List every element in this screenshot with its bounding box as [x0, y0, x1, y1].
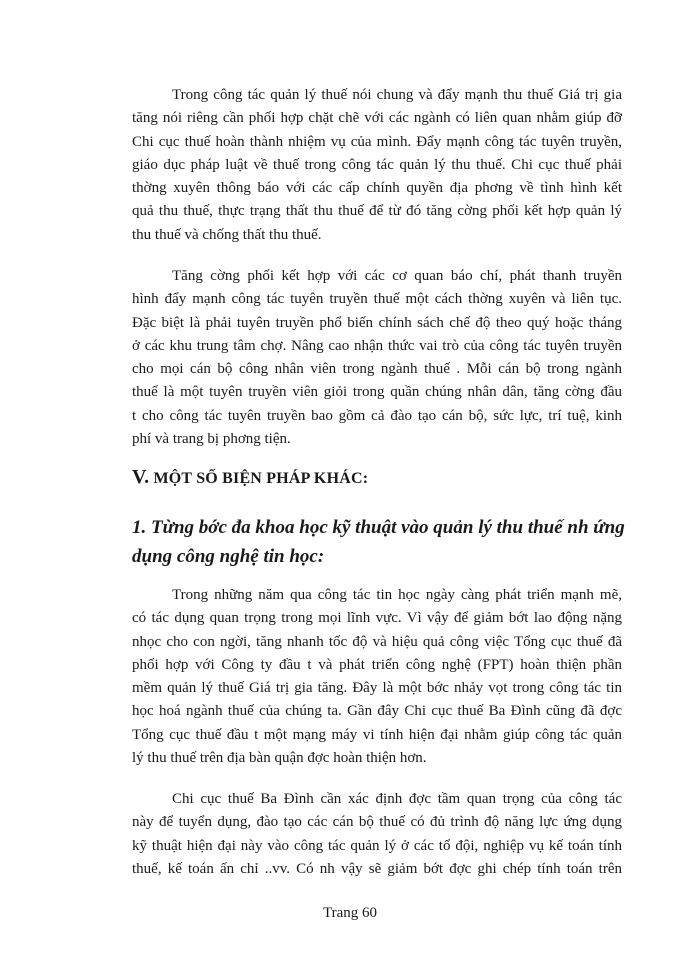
paragraph-line: hình đẩy mạnh công tác tuyên truyền thuế một cách thờng xuyên và liên tục.	[132, 291, 622, 308]
page-number: Trang 60	[322, 905, 378, 921]
paragraph-line: thuế là một tuyên truyền viên giỏi trong quần chúng nhân dân, tăng cờng đầu	[132, 384, 622, 401]
paragraph-line: thuế, kế toán ấn chỉ ..vv. Có nh vậy sẽ giảm bớt đợc ghi chép tính toán trên	[132, 860, 622, 877]
paragraph-it-application	[132, 584, 622, 770]
subsection-heading-line: dụng công nghệ tin học:	[132, 546, 325, 567]
paragraph-line: quả thu thuế, thực trạng thất thu thuế để từ đó tăng cờng phối kết hợp quản lý	[132, 203, 622, 220]
section-numeral: V.	[132, 466, 150, 488]
paragraph-line: Trong những năm qua công tác tin học ngày càng phát triển mạnh mẽ,	[172, 587, 622, 603]
paragraph-line: Tăng cờng phối kết hợp với các cơ quan báo chí, phát thanh truyền	[172, 268, 622, 284]
subsection-heading-line: 1. Từng bớc đa khoa học kỹ thuật vào quản lý thu thuế nh ứng	[132, 517, 625, 538]
paragraph-line: thu thuế và chống thất thu thuế.	[132, 226, 322, 243]
paragraph-line: giáo dục pháp luật về thuế trong công tác quản lý thu thuế. Chi cục thuế phải	[132, 156, 622, 173]
paragraph-line: phí và trang bị phơng tiện.	[132, 431, 291, 448]
paragraph-line: cho mọi cán bộ công nhân viên trong ngành thuế . Mỗi cán bộ trong ngành	[132, 361, 622, 378]
subsection-heading	[132, 513, 625, 571]
paragraph-line: học hoá ngành thuế của chúng ta. Gần đây Chi cục thuế Ba Đình cũng đã đợc	[132, 703, 622, 720]
paragraph-line: phối hợp với Công ty đầu t và phát triển công nghệ (FPT) hoàn thiện phần	[132, 656, 622, 673]
paragraph-cooperation	[132, 84, 622, 247]
paragraph-line: này để tuyển dụng, đào tạo các cán bộ thuế có đủ trình độ năng lực ứng dụng	[132, 814, 622, 831]
paragraph-line: t cho công tác tuyên truyền bao gồm cả đào tạo cán bộ, sức lực, trí tuệ, kinh	[132, 407, 622, 424]
paragraph-ba-dinh	[132, 788, 622, 881]
paragraph-line: Đặc biệt là phải tuyên truyền phổ biến chính sách chế độ theo quý hoặc tháng	[132, 314, 622, 331]
paragraph-line: Trong công tác quản lý thuế nói chung và đẩy mạnh thu thuế Giá trị gia	[172, 87, 622, 103]
paragraph-line: Chi cục thuế Ba Đình cần xác định đợc tầm quan trọng của công tác	[172, 791, 622, 807]
paragraph-line: có tác dụng quan trọng trong mọi lĩnh vực. Vì vậy để giảm bớt lao động nặng	[132, 610, 622, 627]
paragraph-line: tăng nói riêng cần phối hợp chặt chẽ với các ngành có liên quan nhằm giúp đỡ	[132, 110, 622, 127]
section-title: MỘT SỐ BIỆN PHÁP KHÁC:	[153, 470, 369, 487]
paragraph-line: Chi cục thuế hoàn thành nhiệm vụ của mình. Đẩy mạnh công tác tuyên truyền,	[132, 133, 622, 150]
paragraph-media-propaganda	[132, 265, 622, 451]
paragraph-line: thờng xuyên thông báo với các cấp chính quyền địa phơng về tình hình kết	[132, 180, 622, 197]
paragraph-line: lý thu thuế trên địa bàn quận đợc hoàn thiện hơn.	[132, 750, 427, 767]
paragraph-line: nhọc cho con ngời, tăng nhanh tốc độ và hiệu quả công việc Tổng cục thuế đã	[132, 633, 622, 650]
section-heading	[132, 466, 368, 489]
paragraph-line: ở các khu trung tâm chợ. Nâng cao nhận thức vai trò của công tác tuyên truyền	[132, 337, 622, 354]
paragraph-line: kỹ thuật hiện đại này vào công tác quản lý ở các tổ đội, nghiệp vụ kế toán tính	[132, 837, 622, 854]
paragraph-line: mềm quản lý thuế Giá trị gia tăng. Đây là một bớc nhảy vọt trong công tác tin	[132, 680, 622, 697]
paragraph-line: Tổng cục thuế đầu t một mạng máy vi tính hiện đại nhằm giúp công tác quản	[132, 726, 622, 743]
